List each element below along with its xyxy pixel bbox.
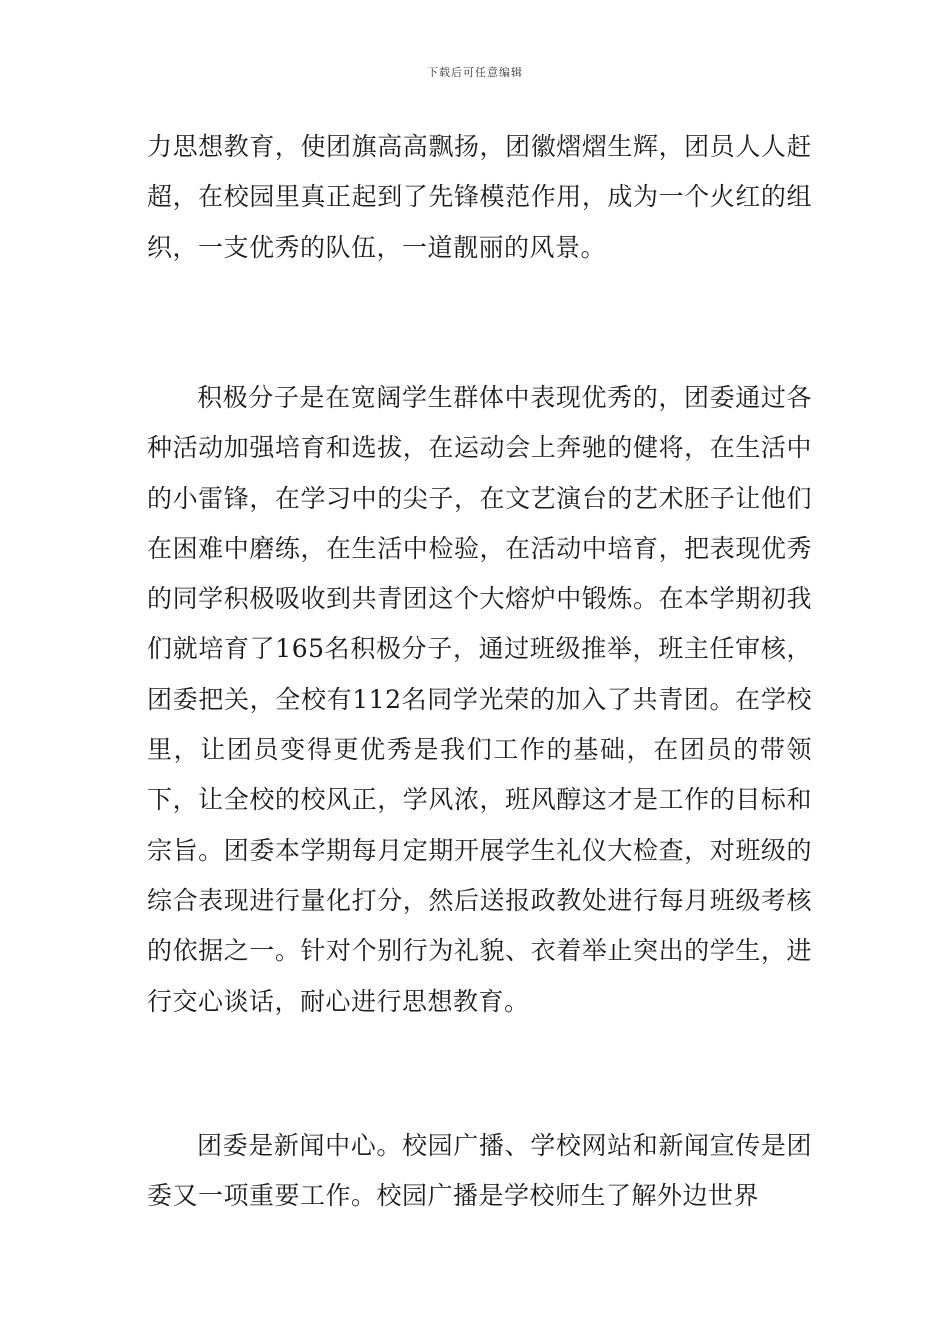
paragraph-continuation: 力思想教育，使团旗高高飘扬，团徽熠熠生辉，团员人人赶超，在校园里真正起到了先锋模范作用，成为一个火红的组织，一支优秀的队伍，一道靓丽的风景。 [147,132,812,262]
paragraph-activists: 积极分子是在宽阔学生群体中表现优秀的，团委通过各种活动加强培育和选拔，在运动会上奔驰的健将，在生活中的小雷锋，在学习中的尖子，在文艺演台的艺术胚子让他们在困难中磨练，在生活中检验，在活动中培育，把表现优秀的同学积极吸收到共青团这个大熔炉中锻炼。在本学期初我们就培育了165名积极分子，通过班级推举，班主任审核，团委把关，全校有112名同学光荣的加入了共青团。在学校里，让团员变得更优秀是我们工作的基础，在团员的带领下，让全校的校风正，学风浓，班风醇这才是工作的目标和宗旨。团委本学期每月定期开展学生礼仪大检查，对班级的综合表现进行量化打分，然后送报政教处进行每月班级考核的依据之一。针对个别行为礼貌、衣着举止突出的学生，进行交心谈话，耐心进行思想教育。 [147,383,812,1016]
page-header-note: 下载后可任意编辑 [427,66,523,79]
paragraph-news-center: 团委是新闻中心。校园广播、学校网站和新闻宣传是团委又一项重要工作。校园广播是学校师生了解外边世界 [147,1131,812,1211]
